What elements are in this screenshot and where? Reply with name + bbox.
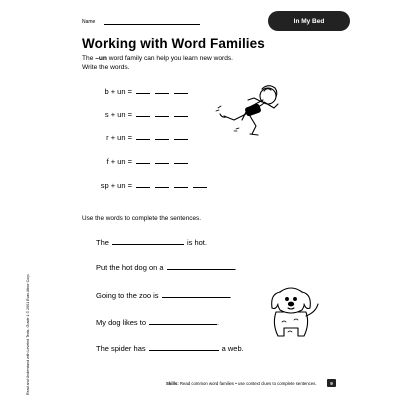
sentence-start: Going to the zoo is bbox=[96, 291, 159, 300]
sentence-row bbox=[96, 343, 244, 353]
running-child-illustration bbox=[212, 80, 292, 140]
answer-blank[interactable] bbox=[149, 324, 217, 325]
name-label: Name bbox=[82, 19, 96, 25]
sentence-end: a web. bbox=[221, 344, 244, 353]
letter-blank[interactable] bbox=[174, 116, 188, 117]
skills-footer bbox=[166, 381, 317, 386]
equation-expression: r + un = bbox=[106, 133, 132, 142]
sentence-row bbox=[96, 290, 232, 300]
answer-blank[interactable] bbox=[112, 244, 184, 245]
letter-blank[interactable] bbox=[155, 139, 169, 140]
story-badge: In My Bed bbox=[268, 11, 350, 31]
equation-row bbox=[0, 180, 207, 190]
letter-blank[interactable] bbox=[155, 116, 169, 117]
answer-blank[interactable] bbox=[162, 297, 230, 298]
letter-blank[interactable] bbox=[136, 163, 150, 164]
letter-blank[interactable] bbox=[155, 187, 169, 188]
letter-blank[interactable] bbox=[174, 163, 188, 164]
sentence-start: Put the hot dog on a bbox=[96, 263, 164, 272]
sentence-end: is hot. bbox=[186, 238, 207, 247]
intro-suffix: word family can help you learn new words. bbox=[106, 55, 234, 62]
sentence-start: The spider has bbox=[96, 344, 146, 353]
answer-blank[interactable] bbox=[149, 350, 219, 351]
equation-expression: f + un = bbox=[106, 157, 132, 166]
letter-blank[interactable] bbox=[155, 163, 169, 164]
sentence-start: My dog likes to bbox=[96, 318, 147, 327]
equation-expression: s + un = bbox=[104, 110, 132, 119]
letter-blank[interactable] bbox=[193, 187, 207, 188]
sentence-end: . bbox=[217, 318, 220, 327]
letter-blank[interactable] bbox=[155, 93, 169, 94]
letter-blank[interactable] bbox=[136, 116, 150, 117]
letter-blank[interactable] bbox=[174, 139, 188, 140]
equation-row bbox=[0, 132, 188, 142]
equation-expression: b + un = bbox=[104, 87, 132, 96]
skills-text: Read common word families • use context clues to complete sentences. bbox=[179, 381, 317, 386]
letter-blank[interactable] bbox=[174, 93, 188, 94]
page-title: Working with Word Families bbox=[82, 36, 265, 51]
letter-blank[interactable] bbox=[136, 187, 150, 188]
answer-blank[interactable] bbox=[167, 269, 235, 270]
sentence-end: . bbox=[229, 291, 232, 300]
sentence-end: . bbox=[234, 263, 237, 272]
intro-line2: Write the words. bbox=[82, 63, 130, 71]
sentence-row bbox=[96, 237, 207, 247]
word-family: –un bbox=[95, 55, 107, 62]
letter-blank[interactable] bbox=[136, 93, 150, 94]
page-number: 9 bbox=[327, 379, 336, 387]
sentences-instruction: Use the words to complete the sentences. bbox=[82, 215, 202, 222]
letter-blank[interactable] bbox=[174, 187, 188, 188]
sentence-row bbox=[96, 317, 219, 327]
sentence-start: The bbox=[96, 238, 109, 247]
equation-row bbox=[0, 156, 188, 166]
equation-row bbox=[0, 109, 188, 119]
letter-blank[interactable] bbox=[136, 139, 150, 140]
intro-prefix: The bbox=[82, 55, 96, 62]
copyright-side-text: Read and Understand with Leveled Texts, Grade 1 © 2001 Evan-Moor Corp. bbox=[26, 273, 30, 395]
sentence-row bbox=[96, 262, 237, 272]
name-field[interactable] bbox=[104, 24, 200, 25]
equation-expression: sp + un = bbox=[100, 181, 132, 190]
skills-label: Skills: bbox=[166, 381, 179, 386]
intro-text bbox=[82, 55, 233, 72]
equation-row bbox=[0, 86, 188, 96]
dog-illustration bbox=[262, 282, 326, 344]
